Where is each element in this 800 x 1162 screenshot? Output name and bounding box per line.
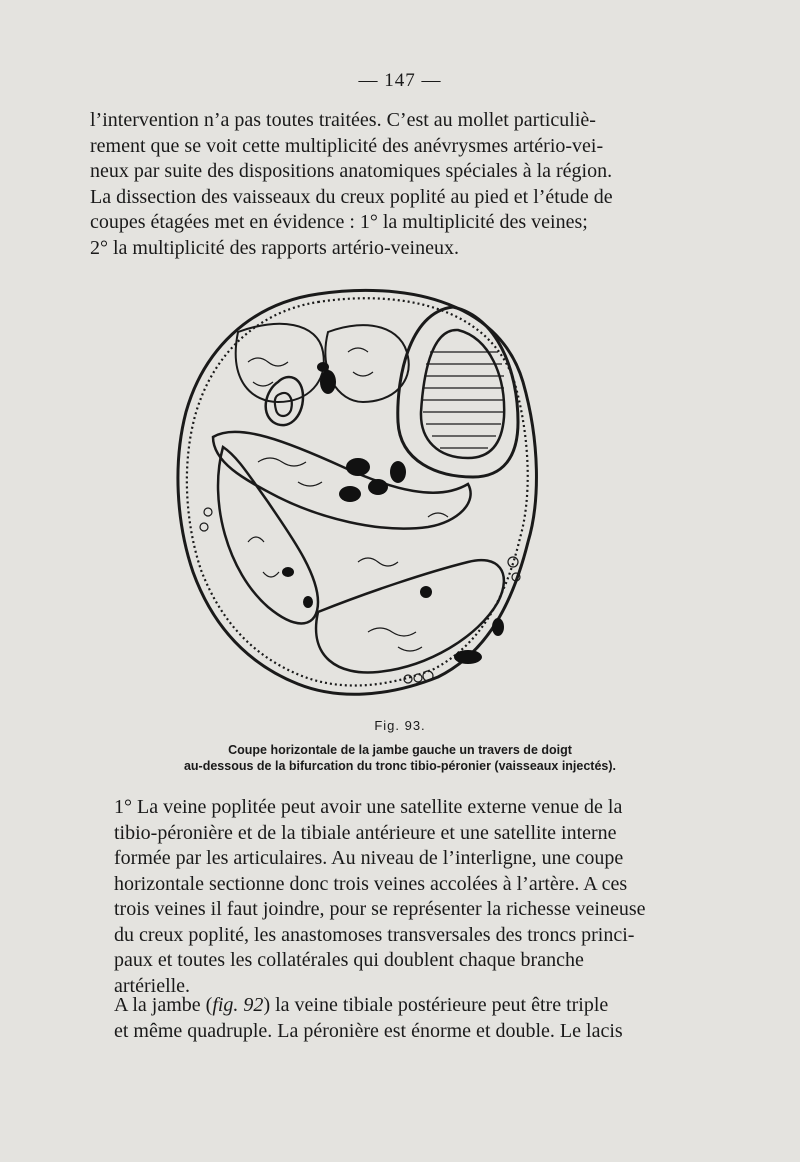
text-line: horizontale sectionne donc trois veines accolées à l’artère. A ces <box>114 872 628 895</box>
text-line: tibio-péronière et de la tibiale antérieure et une satellite interne <box>114 821 617 844</box>
caption-line: Coupe horizontale de la jambe gauche un travers de doigt <box>228 743 572 757</box>
text-line: neux par suite des dispositions anatomiques spéciales à la région. <box>90 160 613 182</box>
text-fragment: A la jambe ( <box>114 994 213 1016</box>
text-line: trois veines il faut joindre, pour se représenter la richesse veineuse <box>114 898 646 920</box>
text-line: formée par les articulaires. Au niveau de l’interligne, une coupe <box>114 847 624 869</box>
text-line: coupes étagées met en évidence : 1° la multiplicité des veines; <box>90 211 588 233</box>
paragraph-veins <box>90 795 646 999</box>
figure-label: Fig. 93. <box>374 718 426 733</box>
text-line: paux et toutes les collatérales qui doublent chaque branche <box>114 949 584 971</box>
text-line: 2° la multiplicité des rapports artério-veineux. <box>90 236 459 259</box>
paragraph-leg <box>90 993 646 1044</box>
figure-caption <box>110 742 690 774</box>
caption-line: au-dessous de la bifurcation du tronc tibio-péronier (vaisseaux injectés). <box>183 759 617 773</box>
page-number: — 147 — <box>358 70 442 91</box>
text-fragment: ) la veine tibiale postérieure peut être triple <box>263 994 609 1016</box>
text-line: l’intervention n’a pas toutes traitées. C’est au mollet particuliè- <box>90 109 596 131</box>
text-line: artérielle. <box>114 974 191 997</box>
text-line: 1° La veine poplitée peut avoir une satellite externe venue de la <box>114 796 623 818</box>
paragraph-intro <box>90 108 644 261</box>
leg-cross-section-illustration <box>168 272 548 712</box>
text-line: du creux poplité, les anastomoses transversales des troncs princi- <box>114 923 635 946</box>
text-line: et même quadruple. La péronière est énorme et double. Le lacis <box>114 1019 623 1042</box>
figure-reference: fig. 92 <box>212 994 264 1016</box>
text-line: La dissection des vaisseaux du creux poplité au pied et l’étude de <box>90 185 613 208</box>
text-line: rement que se voit cette multiplicité des anévrysmes artério-vei- <box>90 134 604 157</box>
text-line <box>90 993 646 1019</box>
